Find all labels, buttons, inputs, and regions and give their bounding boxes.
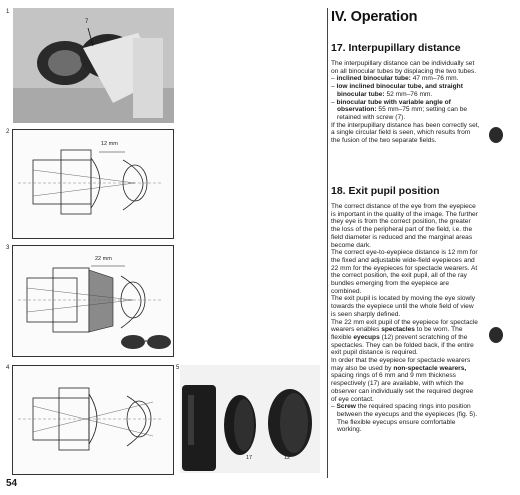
section-17-outro: If the interpupillary distance has been correctly set, a single circular field is seen, which results from the fusion of the two separate fields. — [331, 121, 480, 145]
section-18-heading: 18. Exit pupil position — [331, 185, 440, 197]
chapter-title: IV. Operation — [331, 9, 418, 25]
figure-1-label: 1 — [6, 9, 10, 15]
section-18-p2: The correct eye-to-eyepiece distance is 12 mm for the fixed and adjustable wide-field eyepieces and 22 mm for the eyepieces for spectacle wearers. At the correct position, the exit pupil, all of the ray bundles emerging from the eyepiece are combined. — [331, 249, 478, 295]
section-18-p4: The 22 mm exit pupil of the eyepiece for spectacle wearers enables spectacles to be worn. The flexible eyecups (12) prevent scratching of the spectacles. They can be folded back, if the entire exit pupil distance is required. — [331, 318, 478, 357]
figure-3-dimension: 22 mm — [95, 256, 112, 262]
thumb-tab-marker — [489, 127, 503, 143]
figure-5-label: 5 — [176, 365, 180, 371]
figure-3-label: 3 — [6, 245, 10, 251]
figure-4-label: 4 — [6, 365, 10, 371]
page-number: 54 — [6, 478, 18, 489]
figure-1-callout: 7 — [85, 19, 89, 25]
section-18-p6: – Screw the required spacing rings into position between the eyecups and the eyepieces (fig. 5). The flexible eyecups ensure comfortable working. — [331, 403, 478, 434]
section-18-p5: In order that the eyepiece for spectacle wearers may also be used by non-spectacle wearers, spacing rings of 6 mm and 9 mm thickness respectively (17) are available, with which the observer can individually set the required degree of eye contact. — [331, 357, 474, 403]
figure-5-callout-12: 12 — [284, 455, 291, 461]
section-18-body — [331, 203, 480, 434]
section-17-body — [331, 60, 480, 145]
column-divider — [327, 8, 328, 478]
figure-3-diagram — [12, 245, 174, 357]
thumb-tab-marker-2 — [489, 327, 503, 343]
figure-5-photo — [180, 365, 320, 473]
figure-2-dimension: 12 mm — [101, 141, 118, 147]
figure-5-callout-17: 17 — [246, 455, 253, 461]
section-17-heading: 17. Interpupillary distance — [331, 42, 461, 54]
section-17-intro: The interpupillary distance can be individually set on all binocular tubes by displacing the two tubes. — [331, 60, 477, 75]
section-17-item-1: – inclined binocular tube: 47 mm–76 mm. — [331, 75, 459, 83]
section-17-item-3: – binocular tube with variable angle of observation: 55 mm–75 mm; setting can be retained with screw (7). — [331, 98, 468, 121]
section-17-item-2: – low inclined binocular tube, and straight binocular tube: 52 mm–76 mm. — [331, 83, 463, 98]
figure-4-diagram — [12, 365, 174, 475]
section-18-p1: The correct distance of the eye from the eyepiece is important in the quality of the image. The further they eye is from the correct position, the greater the loss of the peripheral part of the field, i.e. the field diameter is reduced and the marginal areas become dark. — [331, 203, 478, 249]
section-18-p3: The exit pupil is located by moving the eye slowly towards the eyepiece until the whole field of view is seen sharply defined. — [331, 295, 476, 318]
figure-2-diagram — [12, 129, 174, 239]
figure-1-photo — [13, 8, 174, 123]
figure-2-label: 2 — [6, 129, 10, 135]
